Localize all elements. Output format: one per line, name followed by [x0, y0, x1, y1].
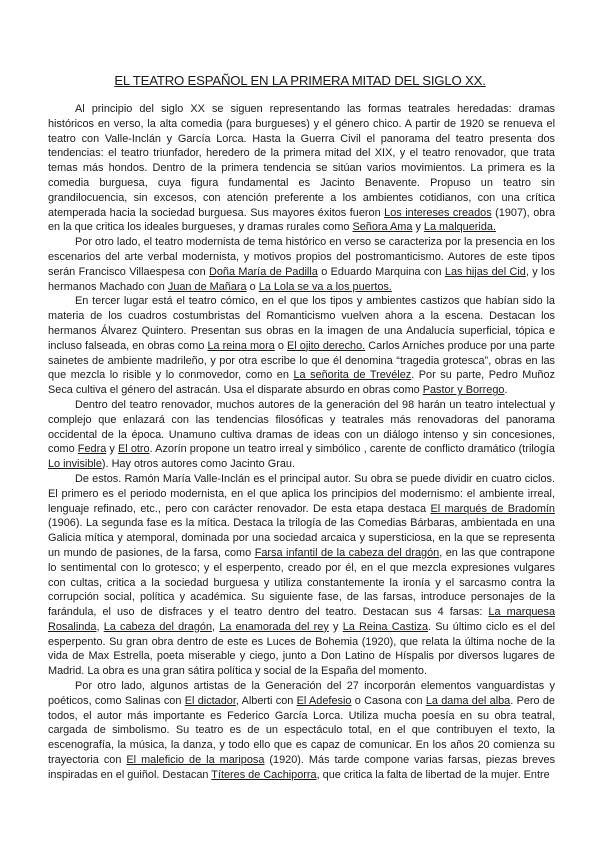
paragraph-text: . Pero de todos, el autor más importante es Federico García Lorca. Utiliza mucha poesía en su obra teatral, cargada de simbolismo. Su teatro es de un espectáculo total, en el que contribuyen el texto, la escenografía, la música, la danza, y todo ello que es capaz de comunicar. En los años 20 comienza su trayectoria con: [48, 694, 555, 767]
paragraph-text: . Por su parte, Pedro Muñoz Seca cultiva el género del astracán. Usa el disparate absurdo en obras como: [48, 369, 555, 397]
work-title: El marqués de Bradomín: [430, 502, 555, 515]
paragraph-text: o: [246, 280, 259, 293]
paragraph-text: y: [106, 443, 118, 456]
paragraph: [48, 472, 555, 679]
work-title: La Reina Castiza: [342, 620, 429, 633]
work-title: La enamorada del rey: [219, 620, 329, 633]
work-title: El ojito derecho.: [287, 339, 366, 352]
work-title: El maleficio de la mariposa: [126, 754, 265, 767]
paragraph-text: Por otro lado, algunos artistas de la Generación del 27 incorporán elementos vanguardistas y poéticos, como Salinas con: [48, 680, 555, 707]
work-title: Señora Ama: [352, 221, 413, 234]
paragraph: [48, 235, 555, 294]
paragraph-text: y: [328, 620, 343, 633]
paragraph-text: y: [412, 221, 424, 234]
paragraph-text: (1906). La segunda fase es la mítica. Destaca la trilogía de las Comedias Bárbaras, ambientada en una Galicia mítica y atemporal, dominada por una sociedad arcaica y supersticiosa, en la que se representa un mundo de pasiones, de la farsa, como: [48, 517, 555, 559]
paragraph-text: Carlos Arniches produce por una parte sainetes de ambiente madrileño, y por otra escribe lo que él denomina “tragedia grotesca”, obras en las que mezcla lo risible y lo conmovedor, como en: [48, 339, 555, 382]
work-title: La malquerida.: [423, 221, 496, 234]
paragraph: [48, 294, 555, 398]
paragraph-text: Dentro del teatro renovador, muchos autores de la generación del 98 harán un teatro intelectual y complejo que enlazará con las tendencias filosóficas y teatrales más renovadoras del panorama occidental de la época. Unamuno cultiva dramas de ideas con un diálogo intenso y sin concesiones, como: [48, 398, 555, 456]
paragraph-text: , en las que contrapone lo sentimental con lo grotesco; y el esperpento, creado por él, en el que mezcla expresiones vulgares con cultas, critica a la sociedad burguesa y utiliza constantemente la ironía y el sarcasmo contra la corrupción social, política y académica. Su siguiente fase, de las farsas, introduce personajes de la farándula, el uso de disfraces y el teatro dentro del teatro. Destacan sus 4 farsas:: [48, 546, 555, 619]
work-title: El otro: [118, 443, 150, 456]
paragraph: [48, 102, 555, 235]
work-title: Títeres de Cachiporra: [211, 768, 317, 781]
paragraph-text: , Alberti con: [235, 694, 297, 707]
paragraph-text: , y los hermanos Machado con: [48, 265, 555, 293]
work-title: La señorita de Trevélez: [293, 369, 412, 382]
work-title: El Adefesio: [296, 694, 352, 707]
work-title: La Lola se va a los puertos.: [258, 280, 392, 293]
paragraph: [48, 679, 555, 783]
paragraph-text: (1920). Más tarde compone varias farsas, piezas breves inspiradas en el guiñol. Destacan: [48, 754, 556, 781]
work-title: El dictador: [184, 694, 236, 707]
paragraph-text: (1907), obra en la que critica los ideales burgueses, y dramas rurales como: [48, 206, 556, 234]
paragraph-text: Por otro lado, el teatro modernista de tema histórico en verso se caracteriza por la presencia en los escenarios del arte verbal modernista, y motivos propios del postromanticismo. Autores de este tipos serán Francisco Villaespesa con: [48, 236, 555, 278]
paragraph-text: , que critica la falta de libertad de la mujer. Entre: [316, 768, 550, 781]
work-title: Los intereses creados: [384, 206, 492, 219]
paragraph-text: .: [504, 384, 508, 397]
work-title: Farsa infantil de la cabeza del dragón: [254, 546, 440, 559]
paragraph-text: ). Hay otros autores como Jacinto Grau.: [101, 458, 295, 471]
work-title: La cabeza del dragón: [103, 620, 213, 633]
work-title: La marquesa Rosalinda: [48, 606, 555, 633]
paragraph-text: En tercer lugar está el teatro cómico, en el que los tipos y ambientes castizos que habían sido la materia de los cuadros costumbristas del Romanticismo vuelven ahora a la escena. Destacan los hermanos Álvarez Quintero. Presentan sus obras en la imagen de una Andalucía superficial, tópica e incluso falseada, en obras como: [48, 295, 555, 352]
paragraph-text: . Azorín propone un teatro irreal y simbólico , carente de conflicto dramático (trilogía: [149, 443, 555, 456]
work-title: Juan de Mañara: [167, 280, 247, 293]
work-title: Lo invisible: [48, 458, 102, 471]
paragraph-text: o: [274, 339, 287, 352]
paragraph-text: Al principio del siglo XX se siguen representando las formas teatrales heredadas: dramas históricos en verso, la alta comedia (para burgueses) y el género chico. A partir de 1920 se renueva el teatro con Valle-Inclán y García Lorca. Hasta la Guerra Civil el panorama del teatro presenta dos tendencias: el teatro triunfador, heredero de la primera mitad del XIX, y el teatro renovador, que trata temas más hondos. Dentro de la primera tendencia se sitúan varios movimientos. La primera es la comedia burguesa, cuya figura fundamental es Jacinto Benavente. Propuso un teatro sin grandilocuencia, sin excesos, con atención preferente a los ambientes cotidianos, con una crítica atemperada hacia la sociedad burguesa. Sus mayores éxitos fueron: [48, 103, 555, 219]
work-title: La dama del alba: [425, 694, 511, 707]
work-title: Fedra: [77, 443, 107, 456]
work-title: Doña María de Padilla: [209, 265, 318, 278]
paragraph-text: . Su último ciclo es el del esperpento. Su gran obra dentro de este es Luces de Bohemia (1920), que relata la última noche de la vida de Max Estrella, poeta miserable y ciego, junto a Don Latino de Híspalis por diversos lugares de Madrid. La obra es una gran sátira política y social de la España del momento.: [48, 620, 556, 678]
paragraph-text: o Eduardo Marquina con: [317, 265, 445, 278]
paragraph-text: o Casona con: [351, 694, 426, 707]
document-title: [0, 73, 600, 88]
document-body: [48, 102, 555, 783]
work-title: La reina mora: [207, 339, 275, 352]
paragraph-text: ,: [96, 620, 104, 633]
paragraph-text: De estos. Ramón María Valle-Inclán es el principal autor. Su obra se puede dividir en cuatro ciclos. El primero es el periodo modernista, en el que aplica los principios del modernismo: el ambiente irreal, lenguaje refinado, etc., pero con carácter renovador. De esta etapa destaca: [48, 472, 555, 515]
paragraph: [48, 398, 555, 472]
paragraph-text: ,: [212, 620, 220, 633]
work-title: Las hijas del Cid: [444, 265, 526, 278]
document-title-text: EL TEATRO ESPAÑOL EN LA PRIMERA MITAD DEL SIGLO XX.: [114, 73, 486, 88]
work-title: Pastor y Borrego: [422, 384, 505, 397]
